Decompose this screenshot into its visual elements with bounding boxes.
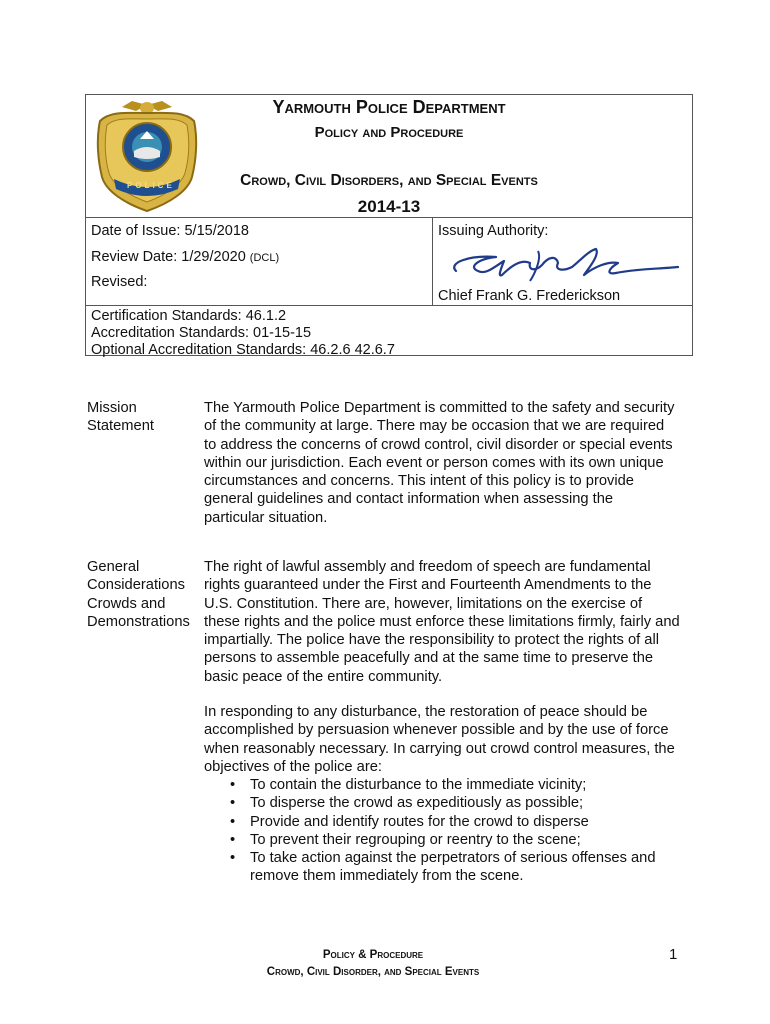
section-label-general-considerations: General Considerations Crowds and Demonstrations [87, 559, 190, 630]
department-title: Yarmouth Police Department [272, 97, 506, 117]
list-item: • To prevent their regrouping or reentry to the scene; [230, 831, 680, 849]
divider [86, 217, 692, 218]
policy-subject-title: Crowd, Civil Disorders, and Special Events [240, 172, 538, 189]
review-initials: (DCL) [249, 252, 280, 264]
general-considerations-paragraph: The right of lawful assembly and freedom of speech are fundamental rights guaranteed under the First and Fourteenth Amendments to the U.S. Constitution. There are, however, limitations on the exercise of these rights and the police must enforce these limitations firmly, fairly and impartially. The police have the responsibility to protect the rights of all persons to assemble peacefully and at the same time to preserve the basic peace of the entire community. [204, 559, 680, 685]
chief-name: Chief Frank G. Frederickson [438, 288, 621, 304]
list-item: • To take action against the perpetrators of serious offenses and remove them immediately from the scene. [230, 849, 680, 886]
doc-type-title: Policy and Procedure [314, 124, 464, 141]
mission-statement-text: The Yarmouth Police Department is committed to the safety and security of the community at large. There may be occasion that we are required to address the concerns of crowd control, civil disorder or special events within our jurisdiction. Each event or person comes with its own unique circumstances and concerns. This intent of this policy is to provide general guidelines and contact information when assessing the particular situation. [204, 400, 675, 526]
footer-line-2: Crowd, Civil Disorder, and Special Events [266, 966, 480, 978]
badge-text: POLICE [127, 181, 175, 190]
list-item: • To disperse the crowd as expeditiously as possible; [230, 794, 680, 812]
optional-accreditation-standards: Optional Accreditation Standards: 46.2.6 42.6.7 [91, 342, 395, 358]
date-of-issue: Date of Issue: 5/15/2018 [91, 223, 249, 239]
disturbance-response-paragraph: In responding to any disturbance, the restoration of peace should be accomplished by persuasion whenever possible and by the use of force when reasonably necessary. In carrying out crowd control measures, the objectives of the police are: [204, 704, 675, 775]
section-label-mission: Mission Statement [87, 400, 154, 435]
divider [86, 305, 692, 306]
accreditation-standards: Accreditation Standards: 01-15-15 [91, 325, 312, 341]
footer-line-1: Policy & Procedure [322, 949, 424, 961]
list-item: • To contain the disturbance to the immediate vicinity; [230, 776, 680, 794]
page-number: 1 [669, 946, 678, 963]
page-footer [0, 947, 746, 981]
revised-label: Revised: [91, 274, 148, 290]
certification-standards: Certification Standards: 46.1.2 [91, 308, 287, 324]
chief-signature [438, 241, 683, 287]
issuing-authority-label: Issuing Authority: [438, 223, 549, 239]
list-item: • Provide and identify routes for the crowd to disperse [230, 813, 680, 831]
police-objectives-list [230, 776, 680, 886]
policy-header-box [85, 94, 693, 356]
divider [432, 217, 433, 305]
review-date: Review Date: 1/29/2020 (DCL) [91, 249, 280, 265]
policy-number: 2014-13 [357, 197, 421, 216]
